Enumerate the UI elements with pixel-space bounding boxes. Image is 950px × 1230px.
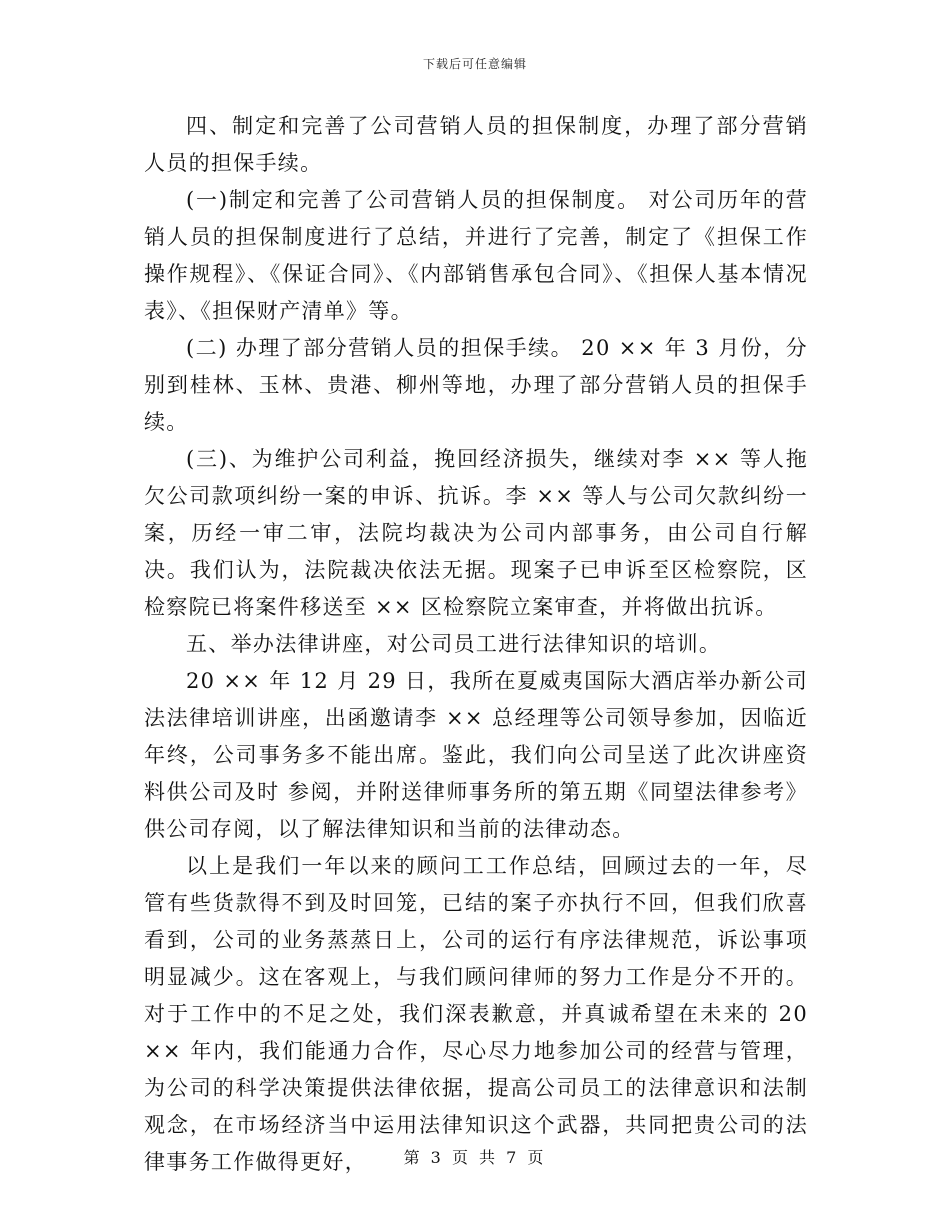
page-number: 第 3 页 共 7 页 (403, 1148, 547, 1167)
paragraph-section-four-heading: 四、制定和完善了公司营销人员的担保制度，办理了部分营销人员的担保手续。 (144, 114, 808, 175)
document-body (144, 108, 808, 1181)
download-edit-note: 下载后可任意编辑 (422, 57, 527, 71)
paragraph-guarantee-procedures: (二) 办理了部分营销人员的担保手续。 20 ×× 年 3 月份，分别到桂林、玉林、贵港、柳州等地，办理了部分营销人员的担保手续。 (144, 336, 808, 434)
paragraph-guarantee-system: (一)制定和完善了公司营销人员的担保制度。 对公司历年的营销人员的担保制度进行了总结，并进行了完善，制定了《担保工作操作规程》、《保证合同》、《内部销售承包合同》、《担保人基本情况表》、《担保财产清单》等。 (144, 188, 808, 323)
paragraph-legal-lecture: 20 ×× 年 12 月 29 日，我所在夏威夷国际大酒店举办新公司法法律培训讲座，出函邀请李 ×× 总经理等公司领导参加，因临近年终，公司事务多不能出席。鉴此，我们向公司呈送了此次讲座资料供公司及时 参阅，并附送律师事务所的第五期《同望法律参考》供公司存阅，以了解法律知识和当前的法律动态。 (144, 669, 808, 841)
paragraph-appeal-case: (三)、为维护公司利益，挽回经济损失，继续对李 ×× 等人拖欠公司款项纠纷一案的申诉、抗诉。李 ×× 等人与公司欠款纠纷一案，历经一审二审，法院均裁决为公司内部事务，由公司自行解决。我们认为，法院裁决依法无据。现案子已申诉至区检察院，区检察院已将案件移送至 ×× 区检察院立案审查，并将做出抗诉。 (144, 447, 808, 619)
paragraph-summary: 以上是我们一年以来的顾问工工作总结，回顾过去的一年，尽管有些货款得不到及时回笼，已结的案子亦执行不回，但我们欣喜看到，公司的业务蒸蒸日上，公司的运行有序法律规范，诉讼事项明显减少。这在客观上，与我们顾问律师的努力工作是分不开的。对于工作中的不足之处，我们深表歉意，并真诚希望在未来的 20 ×× 年内，我们能通力合作，尽心尽力地参加公司的经营与管理，为公司的科学决策提供法律依据，提高公司员工的法律意识和法制观念，在市场经济当中运用法律知识这个武器，共同把贵公司的法律事务工作做得更好， (144, 854, 808, 1174)
paragraph-section-five-heading: 五、举办法律讲座，对公司员工进行法律知识的培训。 (186, 632, 722, 656)
